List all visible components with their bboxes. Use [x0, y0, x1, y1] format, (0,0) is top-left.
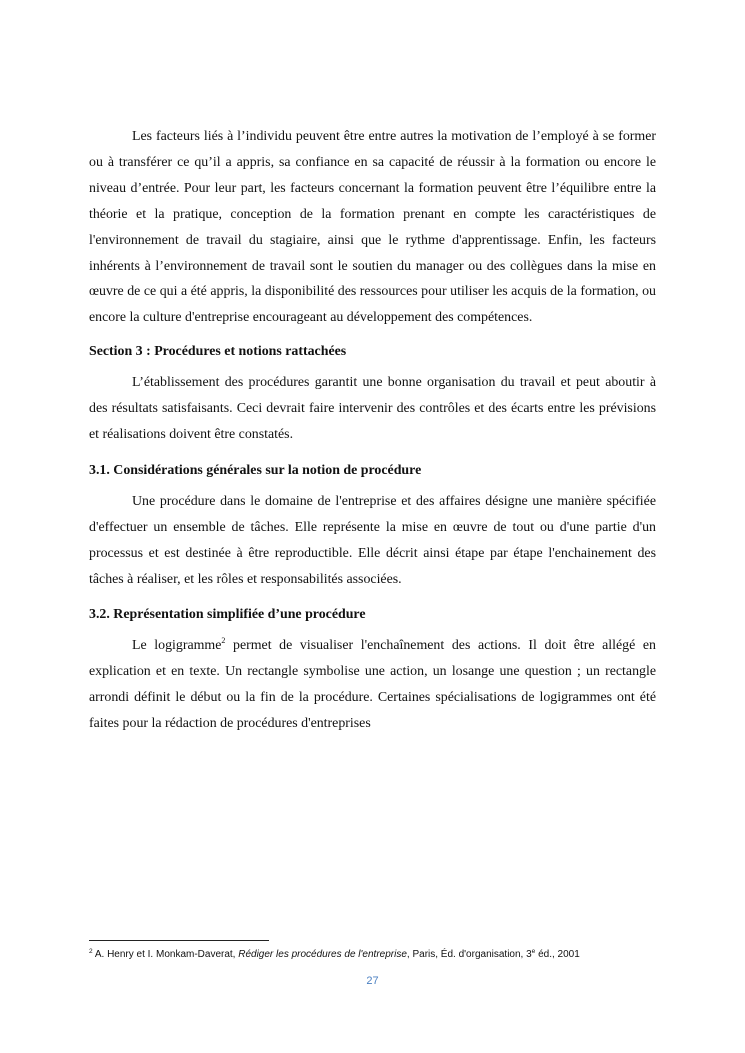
footnote-number: 2 [89, 948, 93, 955]
paragraph-logigramme [89, 633, 656, 737]
footnote-reference[interactable]: 2 [221, 636, 226, 646]
footnote-edition-suffix: e [531, 948, 536, 955]
paragraph-procedures-establishment: L’établissement des procédures garantit une bonne organisation du travail et peut aboutir à des résultats satisfaisants. Ceci devrait faire intervenir des contrôles et des écarts entre les prévisions et réalisations doivent être constatés. [89, 375, 656, 442]
paragraph-logigramme-start: Le logigramme [132, 638, 222, 654]
paragraph-individual-factors: Les facteurs liés à l’individu peuvent être entre autres la motivation de l’employé à se former ou à transférer ce qu’il a appris, sa confiance en sa capacité de réussir à la formation ou encore le niveau d’entrée. Pour leur part, les facteurs concernant la formation peuvent être l’équilibre entre la théorie et la pratique, conception de la formation prenant en compte les caractéristiques de l'environnement de travail du stagiaire, ainsi que le rythme d'apprentissage. Enfin, les facteurs inhérents à l’environnement de travail sont le soutien du manager ou des collègues dans la mise en œuvre de ce qui a été appris, la disponibilité des ressources pour utiliser les acquis de la formation, ou encore la culture d'entreprise encourageant au développement des compétences. [89, 129, 656, 326]
page-number: 27 [366, 975, 379, 987]
document-body [89, 124, 656, 737]
paragraph-logigramme-rest: permet de visualiser l'enchaînement des actions. Il doit être allégé en explication et en texte. Un rectangle symbolise une action, un losange une question ; un rectangle arrondi définit le début ou la fin de la procédure. Certaines spécialisations de logigrammes ont été faites pour la rédaction de procédures d'entreprises [89, 638, 656, 732]
footnote [89, 948, 689, 962]
footnote-separator [89, 940, 269, 941]
footnote-authors: A. Henry et I. Monkam-Daverat, [92, 949, 239, 960]
heading-3-2: 3.2. Représentation simplifiée d’une procédure [89, 607, 366, 623]
footnote-publisher: , Paris, Éd. d'organisation, 3 [406, 949, 532, 960]
footnote-edition-rest: éd., 2001 [535, 949, 580, 960]
paragraph-procedure-definition: Une procédure dans le domaine de l'entreprise et des affaires désigne une manière spécifiée d'effectuer un ensemble de tâches. Elle représente la mise en œuvre de tout ou d'une partie d'un processus et est destinée à être reproductible. Elle décrit ainsi étape par étape l'enchainement des tâches à réaliser, et les rôles et responsabilités associées. [89, 493, 656, 587]
section-3-heading: Section 3 : Procédures et notions rattachées [89, 344, 347, 360]
footnote-book-title: Rédiger les procédures de l'entreprise [238, 949, 407, 960]
heading-3-1: 3.1. Considérations générales sur la notion de procédure [89, 462, 422, 478]
